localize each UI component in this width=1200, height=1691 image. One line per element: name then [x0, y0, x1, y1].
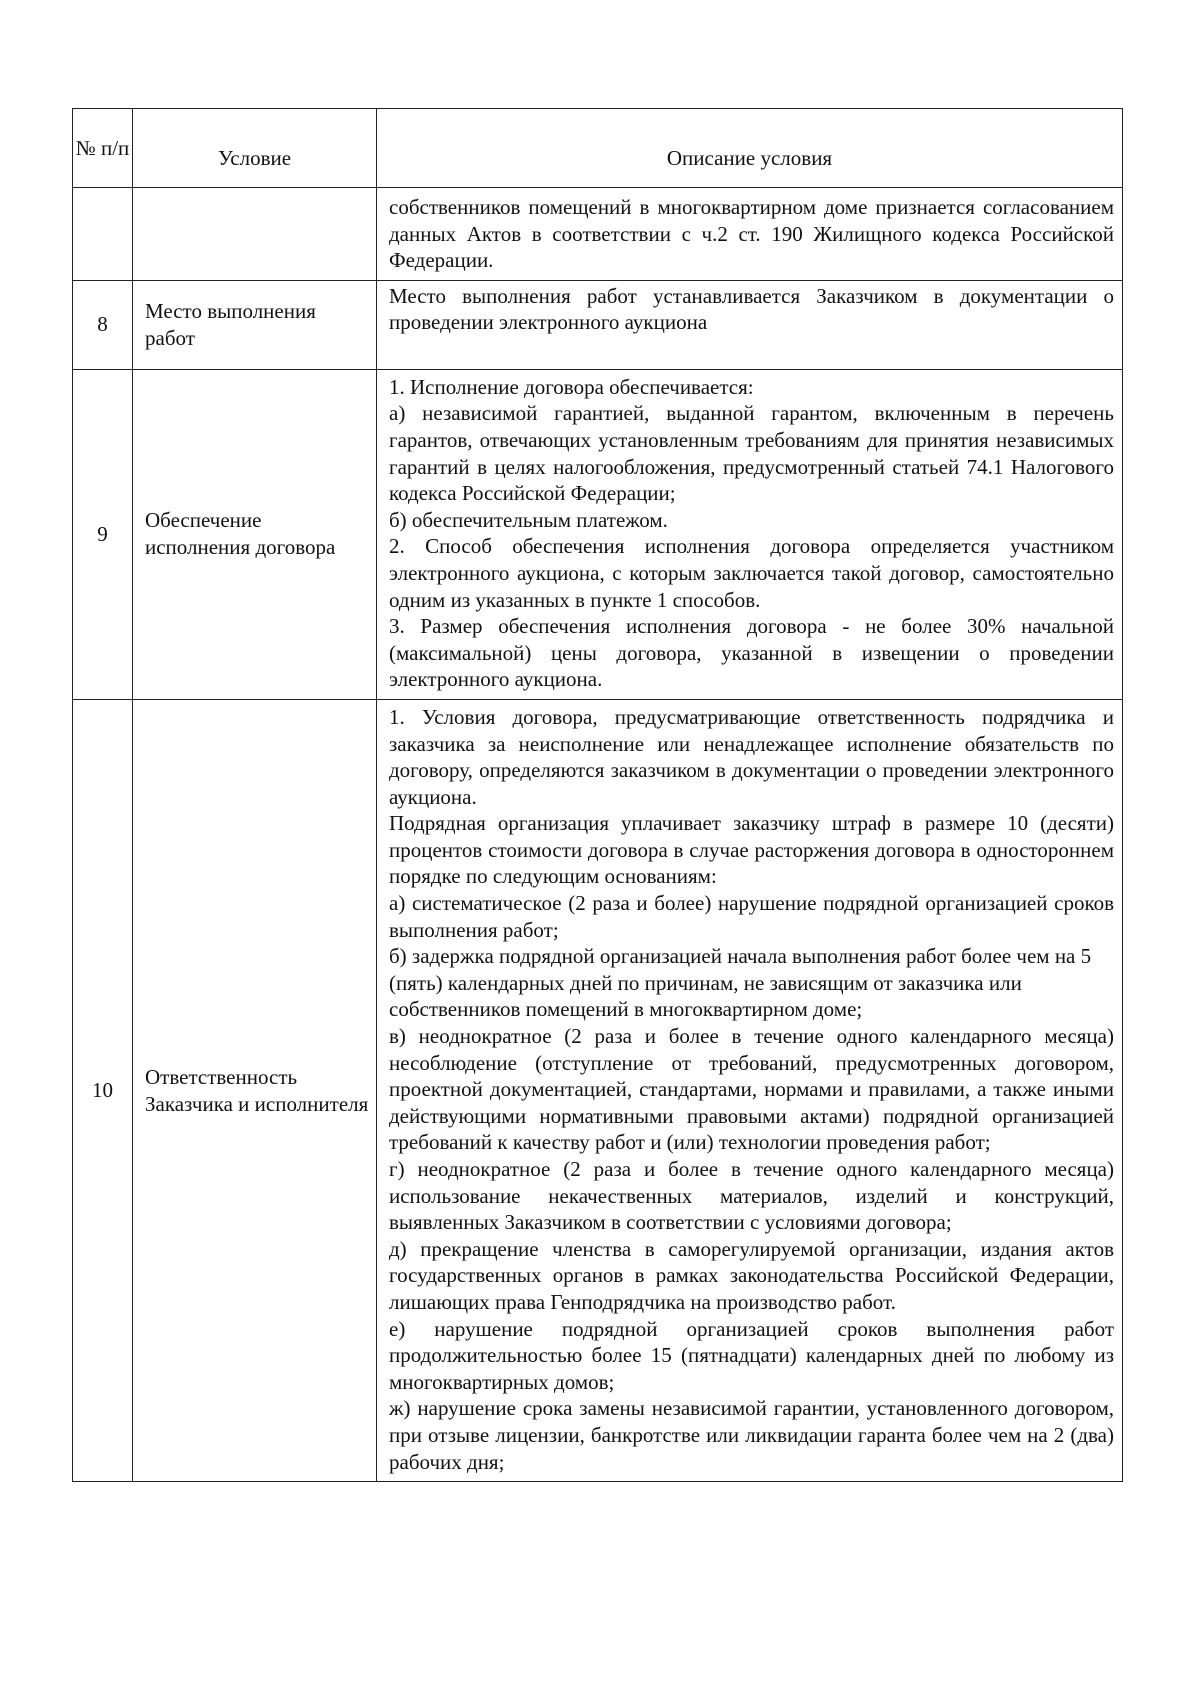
row-number: 10: [73, 699, 133, 1481]
row-number: 9: [73, 369, 133, 699]
description-paragraph: 3. Размер обеспечения исполнения договора - не более 30% начальной (максимальной) цены договора, указанной в извещении о проведении электронного аукциона.: [389, 614, 1114, 692]
table-row-8: [73, 280, 1123, 369]
conditions-table: [72, 108, 1123, 1482]
header-condition: Условие: [133, 109, 377, 188]
row-description: [377, 369, 1123, 699]
description-paragraph: а) независимой гарантией, выданной гарантом, включенным в перечень гарантов, отвечающих установленным требованиям для принятия независимых гарантий в целях налогообложения, предусмотренный статьей 74.1 Налогового кодекса Российской Федерации;: [389, 401, 1114, 506]
row-number: [73, 188, 133, 281]
row-description: [377, 280, 1123, 369]
table-row-continuation: [73, 188, 1123, 281]
description-paragraph: собственников помещений в многоквартирном доме признается согласованием данных Актов в соответствии с ч.2 ст. 190 Жилищного кодекса Российской Федерации.: [389, 195, 1114, 273]
table-row-9: [73, 369, 1123, 699]
description-paragraph: 2. Способ обеспечения исполнения договора определяется участником электронного аукциона, с которым заключается такой договор, самостоятельно одним из указанных в пункте 1 способов.: [389, 534, 1114, 612]
row-description: [377, 188, 1123, 281]
row-condition: Обеспечение исполнения договора: [133, 369, 377, 699]
description-paragraph: Место выполнения работ устанавливается Заказчиком в документации о проведении электронного аукциона: [389, 283, 1114, 335]
description-paragraph: 1. Условия договора, предусматривающие ответственность подрядчика и заказчика за неисполнение или ненадлежащее исполнение обязательств по договору, определяются заказчиком в документации о проведении электронного аукциона.: [389, 704, 1114, 809]
description-paragraph: е) нарушение подрядной организацией сроков выполнения работ продолжительностью более 15 (пятнадцати) календарных дней по любому из многоквартирных домов;: [389, 1316, 1114, 1394]
row-condition: Место выполнения работ: [133, 280, 377, 369]
description-paragraph: 1. Исполнение договора обеспечивается:: [389, 374, 754, 399]
row-condition: [133, 188, 377, 281]
description-paragraph: б) задержка подрядной организацией начала выполнения работ более чем на 5 (пять) календарных дней по причинам, не зависящим от заказчика или собственников помещений в многоквартирном доме;: [389, 944, 1092, 1022]
description-paragraph: г) неоднократное (2 раза и более в течение одного календарного месяца) использование некачественных материалов, изделий и конструкций, выявленных Заказчиком в соответствии с условиями договора;: [389, 1157, 1114, 1235]
row-description: [377, 699, 1123, 1481]
description-paragraph: в) неоднократное (2 раза и более в течение одного календарного месяца) несоблюдение (отступление от требований, предусмотренных договором, проектной документацией, стандартами, нормами и правилами, а также иными действующими нормативными правовыми актами) подрядной организацией требований к качеству работ и (или) технологии проведения работ;: [389, 1024, 1114, 1155]
description-paragraph: д) прекращение членства в саморегулируемой организации, издания актов государственных органов в рамках законодательства Российской Федерации, лишающих права Генподрядчика на производство работ.: [389, 1236, 1114, 1314]
header-number: № п/п: [73, 109, 133, 188]
row-number: 8: [73, 280, 133, 369]
row-condition: Ответственность Заказчика и исполнителя: [133, 699, 377, 1481]
table-row-10: [73, 699, 1123, 1481]
description-paragraph: а) систематическое (2 раза и более) нарушение подрядной организацией сроков выполнения работ;: [389, 891, 1114, 942]
description-paragraph: Подрядная организация уплачивает заказчику штраф в размере 10 (десяти) процентов стоимости договора в случае расторжения договора в одностороннем порядке по следующим основаниям:: [389, 811, 1114, 889]
description-paragraph: б) обеспечительным платежом.: [389, 507, 668, 532]
header-description: Описание условия: [377, 109, 1123, 188]
table-header-row: [73, 109, 1123, 188]
description-paragraph: ж) нарушение срока замены независимой гарантии, установленного договором, при отзыве лицензии, банкротстве или ликвидации гаранта более чем на 2 (два) рабочих дня;: [389, 1396, 1114, 1474]
